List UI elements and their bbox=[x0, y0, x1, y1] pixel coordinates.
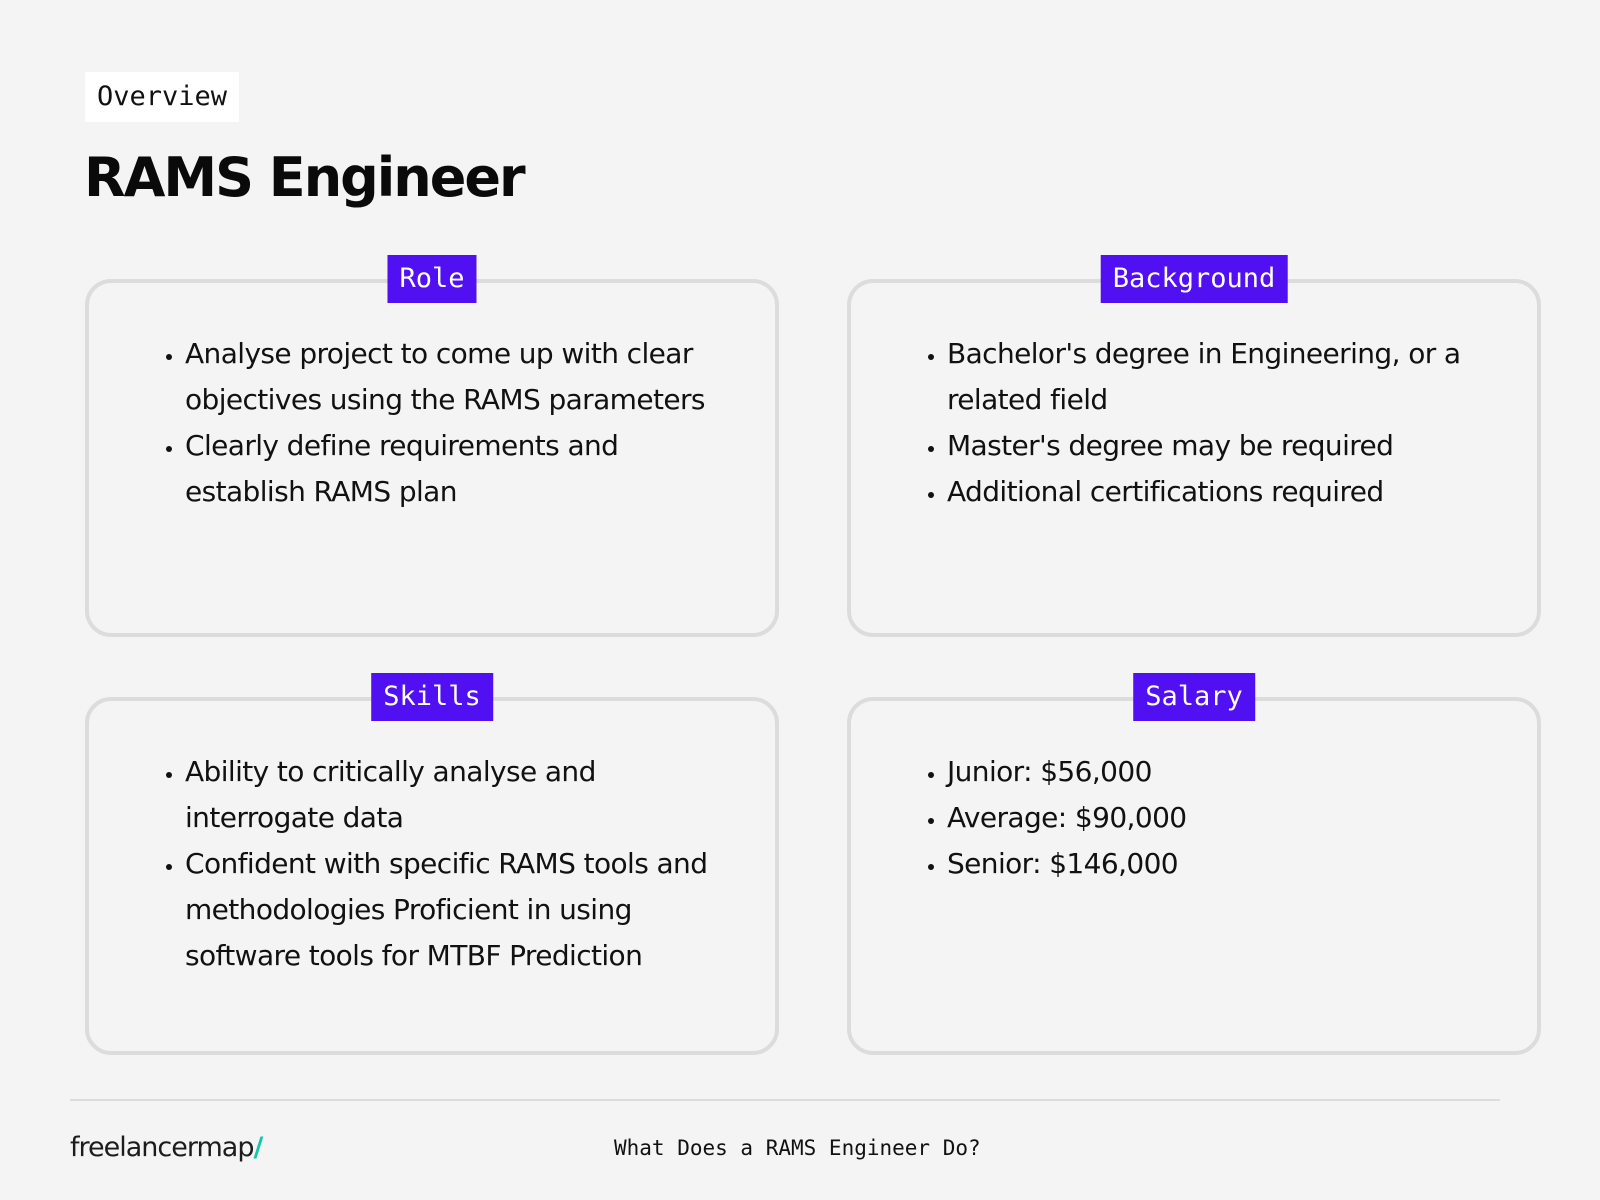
skills-list bbox=[149, 749, 745, 979]
brand-logo[interactable] bbox=[70, 1128, 262, 1168]
page-title: RAMS Engineer bbox=[84, 146, 524, 209]
background-list bbox=[911, 331, 1507, 515]
background-card-label: Background bbox=[1101, 255, 1288, 303]
salary-item: • Junior: $56,000 bbox=[947, 749, 1507, 795]
brand-slash-icon: / bbox=[253, 1132, 263, 1163]
salary-item: • Senior: $146,000 bbox=[947, 841, 1507, 887]
skills-item: • Confident with specific RAMS tools and methodologies Proficient in using software tools for MTBF Prediction bbox=[185, 841, 745, 979]
salary-list bbox=[911, 749, 1507, 887]
role-card bbox=[85, 263, 779, 637]
skills-card-label: Skills bbox=[371, 673, 493, 721]
footer-caption: What Does a RAMS Engineer Do? bbox=[614, 1136, 981, 1160]
role-item: • Clearly define requirements and establish RAMS plan bbox=[185, 423, 745, 515]
overview-tag: Overview bbox=[85, 72, 239, 122]
background-card bbox=[847, 263, 1541, 637]
background-item: • Bachelor's degree in Engineering, or a related field bbox=[947, 331, 1507, 423]
background-item: • Master's degree may be required bbox=[947, 423, 1507, 469]
skills-card bbox=[85, 681, 779, 1055]
skills-item: • Ability to critically analyse and interrogate data bbox=[185, 749, 745, 841]
salary-card-label: Salary bbox=[1133, 673, 1255, 721]
salary-item: • Average: $90,000 bbox=[947, 795, 1507, 841]
background-item: • Additional certifications required bbox=[947, 469, 1507, 515]
role-card-label: Role bbox=[387, 255, 476, 303]
role-list bbox=[149, 331, 745, 515]
salary-card bbox=[847, 681, 1541, 1055]
role-item: • Analyse project to come up with clear objectives using the RAMS parameters bbox=[185, 331, 745, 423]
footer-divider bbox=[70, 1099, 1500, 1101]
brand-name: freelancermap bbox=[70, 1132, 254, 1163]
